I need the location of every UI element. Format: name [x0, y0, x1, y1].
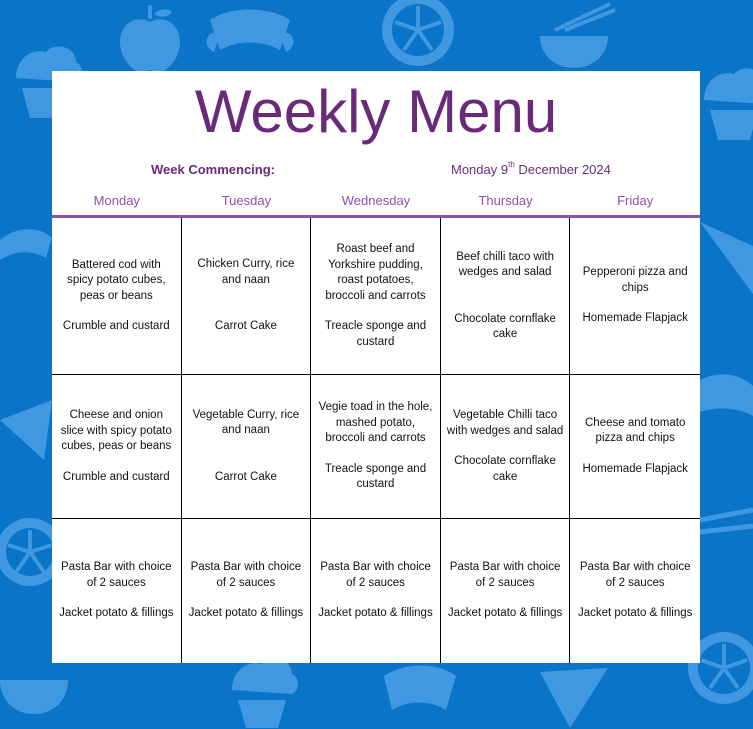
day-header-wednesday: Wednesday	[341, 193, 411, 208]
menu-card	[52, 71, 700, 663]
date-suffix: th	[508, 160, 515, 169]
dessert: Carrot Cake	[214, 470, 277, 483]
menu-cell	[570, 375, 700, 519]
menu-cell	[570, 519, 700, 663]
main-dish: Battered cod with spicy potato cubes, peas or beans	[67, 258, 166, 302]
pizza-slice-icon	[0, 400, 52, 460]
menu-cell	[441, 375, 571, 519]
menu-cell	[182, 519, 312, 663]
main-dish: Pasta Bar with choice of 2 sauces	[449, 561, 561, 589]
week-commencing-date	[451, 162, 611, 177]
dessert: Treacle sponge and custard	[324, 462, 427, 491]
menu-cell	[311, 519, 441, 663]
menu-cell	[441, 519, 571, 663]
day-header-row	[52, 193, 700, 213]
main-dish: Pepperoni pizza and chips	[582, 266, 688, 294]
croissant-icon	[700, 374, 753, 416]
main-dish: Cheese and onion slice with spicy potato cubes, peas or beans	[60, 409, 172, 452]
menu-cell	[570, 218, 700, 375]
main-dish: Vegetable Chilli taco with wedges and salad	[446, 409, 564, 437]
dessert: Jacket potato & fillings	[318, 607, 433, 620]
menu-cell	[311, 218, 441, 375]
dessert: Crumble and custard	[62, 320, 170, 332]
menu-cell	[182, 375, 312, 519]
main-dish: Pasta Bar with choice of 2 sauces	[320, 561, 431, 589]
dessert: Chocolate cornflake cake	[454, 312, 556, 340]
dessert: Jacket potato & fillings	[447, 607, 563, 620]
main-dish: Chicken Curry, rice and naan	[197, 258, 295, 286]
noodle-bowl-icon	[0, 680, 68, 714]
menu-cell	[311, 375, 441, 519]
dessert: Treacle sponge and custard	[324, 320, 427, 348]
main-dish: Cheese and tomato pizza and chips	[585, 416, 686, 445]
main-dish: Beef chilli taco with wedges and salad	[456, 250, 554, 278]
pizza-slice-icon	[540, 668, 608, 728]
week-commencing-label: Week Commencing:	[151, 162, 276, 177]
menu-cell	[52, 519, 182, 663]
croissant-icon	[207, 10, 294, 53]
dessert: Homemade Flapjack	[582, 462, 688, 475]
dessert: Chocolate cornflake cake	[454, 455, 556, 483]
orange-slice-icon	[382, 0, 454, 66]
menu-cell	[182, 218, 312, 375]
dessert: Jacket potato & fillings	[188, 607, 304, 620]
day-header-thursday: Thursday	[478, 193, 533, 208]
croissant-icon	[384, 666, 456, 711]
date-prefix: Monday 9	[451, 162, 509, 177]
dessert: Homemade Flapjack	[582, 312, 688, 325]
noodle-bowl-icon	[540, 4, 615, 68]
menu-cell	[52, 375, 182, 519]
main-dish: Pasta Bar with choice of 2 sauces	[61, 561, 172, 589]
date-rest: December 2024	[514, 162, 611, 177]
noodle-bowl-icon	[700, 510, 753, 532]
apple-icon	[120, 5, 180, 72]
cupcake-icon	[704, 69, 753, 140]
day-header-friday: Friday	[617, 193, 654, 208]
menu-cell	[441, 218, 571, 375]
dessert: Crumble and custard	[62, 470, 170, 483]
croissant-icon	[0, 229, 52, 260]
main-dish: Pasta Bar with choice of 2 sauces	[579, 561, 691, 589]
main-dish: Vegie toad in the hole, mashed potato, broccoli and carrots	[318, 401, 433, 445]
pizza-slice-icon	[700, 222, 753, 294]
menu-cell	[52, 218, 182, 375]
page-title: Weekly Menu	[194, 78, 558, 145]
main-dish: Roast beef and Yorkshire pudding, roast potatoes, broccoli and carrots	[325, 243, 426, 302]
cupcake-icon	[232, 659, 298, 728]
dessert: Jacket potato & fillings	[59, 607, 174, 620]
main-dish: Pasta Bar with choice of 2 sauces	[190, 561, 302, 589]
dessert: Carrot Cake	[214, 320, 277, 333]
dessert: Jacket potato & fillings	[577, 607, 693, 620]
day-header-tuesday: Tuesday	[221, 193, 272, 208]
main-dish: Vegetable Curry, rice and naan	[192, 408, 300, 437]
menu-grid	[52, 218, 700, 663]
day-header-monday: Monday	[93, 193, 140, 208]
